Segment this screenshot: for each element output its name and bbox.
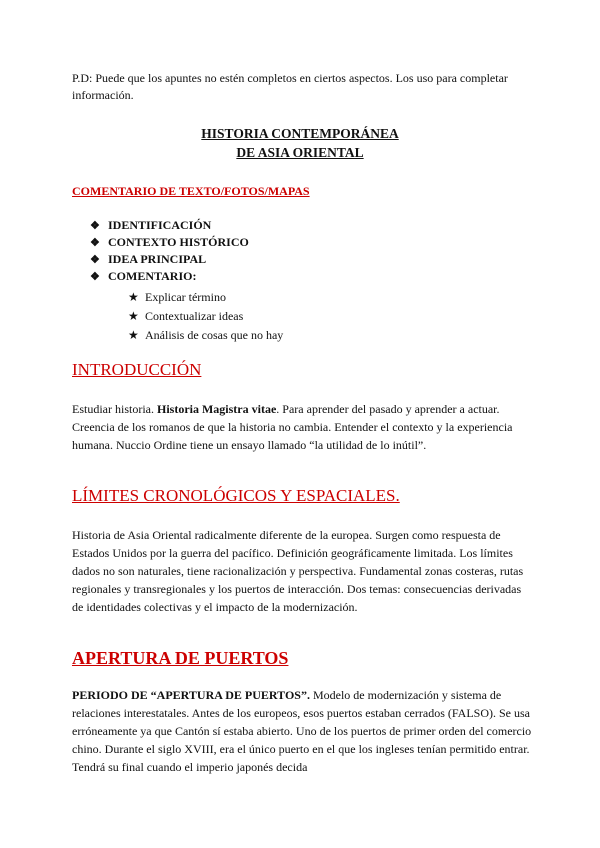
preface-note: P.D: Puede que los apuntes no estén completos en ciertos aspectos. Los uso para completar información.	[72, 71, 508, 102]
star-bullet-icon: ★	[128, 309, 139, 323]
diamond-bullet-icon: ❖	[90, 220, 100, 232]
list-item: ★ Explicar término	[128, 288, 283, 307]
list-item: ❖ IDENTIFICACIÓN	[90, 217, 249, 234]
apertura-heading: APERTURA DE PUERTOS	[72, 648, 289, 668]
commentary-subheading: COMENTARIO DE TEXTO/FOTOS/MAPAS	[72, 184, 310, 198]
diamond-bullet-icon: ❖	[90, 254, 100, 266]
apertura-paragraph: PERIODO DE “APERTURA DE PUERTOS”. Modelo de modernización y sistema de relaciones interestatales. Antes de los europeos, esos puertos estaban cerrados (FALSO). Se usa erróneamente ya que Cantón sí estaba abierto. Uno de los puertos de primer orden del comercio chino. Durante el siglo XVIII, era el único puerto en el que los ingleses tenían permitido entrar. Tendrá su final cuando el imperio japonés decida	[72, 688, 532, 774]
introduccion-heading: INTRODUCCIÓN	[72, 360, 202, 379]
periodo-apertura-label: PERIODO DE “APERTURA DE PUERTOS”.	[72, 688, 310, 702]
diamond-bullet-icon: ❖	[90, 237, 100, 249]
list-item: ❖ COMENTARIO:	[90, 268, 249, 285]
list-item: ❖ IDEA PRINCIPAL	[90, 251, 249, 268]
list-item: ★ Contextualizar ideas	[128, 307, 283, 326]
list-item: ★ Análisis de cosas que no hay	[128, 326, 283, 345]
title-line-2: DE ASIA ORIENTAL	[236, 145, 364, 160]
historia-magistra-vitae: Historia Magistra vitae	[156, 402, 277, 416]
star-bullet-icon: ★	[128, 328, 139, 342]
document-title	[72, 124, 528, 162]
diamond-bullet-icon: ❖	[90, 271, 100, 283]
introduccion-paragraph: Estudiar historia. Historia Magistra vitae. Para aprender del pasado y aprender a actuar. Creencia de los romanos de que la historia no cambia. Entender el contexto y la experiencia humana. Nuccio Ordine tiene un ensayo llamado “la utilidad de lo inútil”.	[72, 402, 513, 452]
comentario-substeps-list	[128, 288, 283, 345]
limites-heading: LÍMITES CRONOLÓGICOS Y ESPACIALES.	[72, 486, 400, 505]
list-item: ❖ CONTEXTO HISTÓRICO	[90, 234, 249, 251]
star-bullet-icon: ★	[128, 290, 139, 304]
commentary-steps-list	[90, 217, 249, 285]
limites-paragraph: Historia de Asia Oriental radicalmente diferente de la europea. Surgen como respuesta de Estados Unidos por la guerra del pacífico. Definición geográficamente limitada. Los límites dados no son naturales, tiene racionalización y perspectiva. Fundamental zonas costeras, rutas regionales y transregionales y los puertos de interacción. Dos temas: consecuencias derivadas de identidades colectivas y el impacto de la modernización.	[72, 528, 524, 614]
title-line-1: HISTORIA CONTEMPORÁNEA	[201, 126, 399, 141]
